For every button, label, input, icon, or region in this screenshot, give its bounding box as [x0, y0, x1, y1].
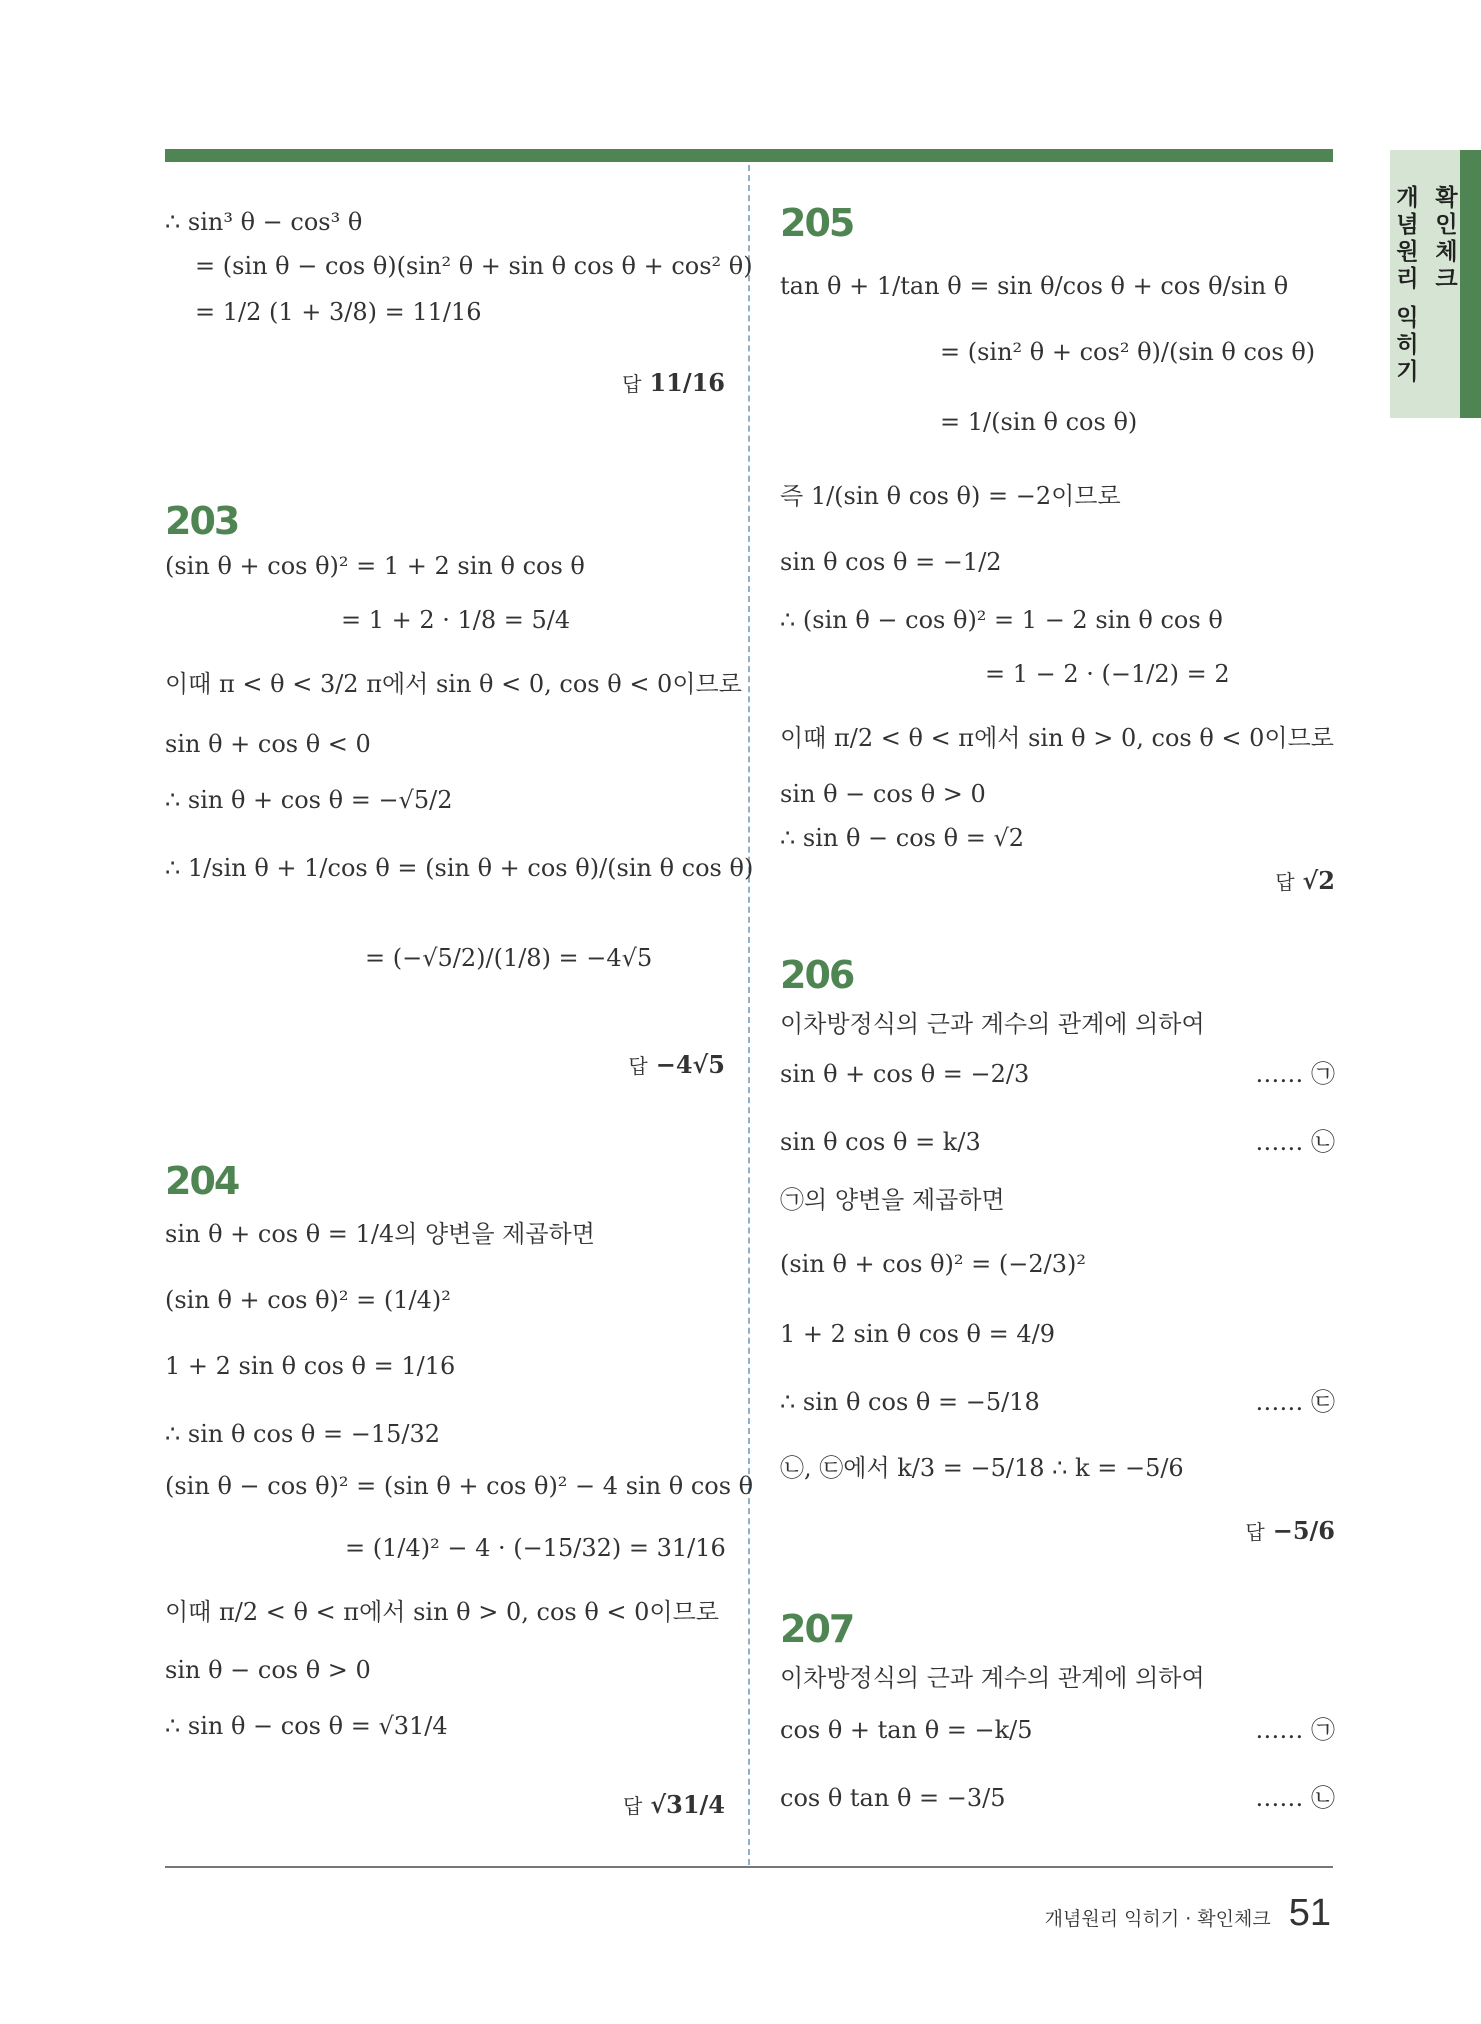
eq-line: cos θ + tan θ = −k/5 [780, 1716, 1033, 1744]
answer-value: 11/16 [649, 368, 725, 397]
answer-value: −5/6 [1272, 1516, 1335, 1545]
eq-line: = 1 − 2 · (−1/2) = 2 [985, 660, 1230, 688]
eq-line: 이때 π < θ < 3/2 π에서 sin θ < 0, cos θ < 0이므로 [165, 670, 742, 698]
side-tab [1390, 150, 1481, 418]
answer [628, 1050, 725, 1079]
eq-line: (sin θ + cos θ)² = (1/4)² [165, 1286, 451, 1314]
problem-number: 206 [780, 953, 854, 997]
eq-line: 이차방정식의 근과 계수의 관계에 의하여 [780, 1664, 1205, 1692]
eq-line: 즉 1/(sin θ cos θ) = −2이므로 [780, 482, 1121, 510]
eq-line: ∴ sin³ θ − cos³ θ [165, 208, 363, 236]
eq-line: ∴ sin θ − cos θ = √2 [780, 824, 1025, 852]
eq-line: ㉠의 양변을 제곱하면 [780, 1186, 1005, 1214]
eq-line: (sin θ − cos θ)² = (sin θ + cos θ)² − 4 sin θ cos θ [165, 1472, 754, 1500]
equation-marker: …… ㉢ [1255, 1388, 1335, 1416]
equation-marker: …… ㉠ [1255, 1716, 1335, 1744]
side-tab-label-2: 확인체크 [1431, 185, 1457, 293]
answer [1245, 1516, 1335, 1545]
eq-line: tan θ + 1/tan θ = sin θ/cos θ + cos θ/sin θ [780, 272, 1289, 300]
right-column [780, 190, 1335, 1840]
answer-value: −4√5 [655, 1050, 725, 1079]
eq-line: ∴ (sin θ − cos θ)² = 1 − 2 sin θ cos θ [780, 606, 1223, 634]
top-rule [165, 149, 1333, 162]
eq-line: sin θ + cos θ = 1/4의 양변을 제곱하면 [165, 1220, 595, 1248]
eq-line: 이때 π/2 < θ < π에서 sin θ > 0, cos θ < 0이므로 [165, 1598, 719, 1626]
footer-section: 개념원리 익히기 · 확인체크 [1044, 1908, 1271, 1930]
eq-line: ∴ sin θ cos θ = −15/32 [165, 1420, 440, 1448]
eq-line: sin θ cos θ = −1/2 [780, 548, 1002, 576]
answer [1275, 866, 1335, 895]
eq-line: ∴ sin θ + cos θ = −√5/2 [165, 786, 453, 814]
eq-line: (sin θ + cos θ)² = (−2/3)² [780, 1250, 1086, 1278]
eq-line: sin θ − cos θ > 0 [780, 780, 986, 808]
equation-marker: …… ㉡ [1255, 1128, 1335, 1156]
eq-line: sin θ + cos θ < 0 [165, 730, 371, 758]
answer-label: 답 [622, 372, 642, 396]
problem-number: 204 [165, 1159, 239, 1203]
eq-line: sin θ + cos θ = −2/3 [780, 1060, 1030, 1088]
answer [622, 368, 725, 397]
page-footer [1045, 1892, 1331, 1935]
answer-label: 답 [623, 1794, 643, 1818]
eq-line: 이차방정식의 근과 계수의 관계에 의하여 [780, 1010, 1205, 1038]
answer-label: 답 [1245, 1520, 1265, 1544]
problem-number: 203 [165, 499, 239, 543]
problem-number: 207 [780, 1607, 854, 1651]
problem-number: 205 [780, 201, 854, 245]
answer-value: √31/4 [650, 1790, 725, 1819]
eq-line: sin θ − cos θ > 0 [165, 1656, 371, 1684]
answer [623, 1790, 725, 1819]
eq-line: cos θ tan θ = −3/5 [780, 1784, 1006, 1812]
eq-line: 이때 π/2 < θ < π에서 sin θ > 0, cos θ < 0이므로 [780, 724, 1334, 752]
eq-line: = (sin² θ + cos² θ)/(sin θ cos θ) [940, 338, 1316, 366]
eq-line: = 1/(sin θ cos θ) [940, 408, 1138, 436]
eq-line: ㉡, ㉢에서 k/3 = −5/18 ∴ k = −5/6 [780, 1454, 1184, 1482]
eq-line: ∴ sin θ − cos θ = √31/4 [165, 1712, 448, 1740]
eq-line: = 1/2 (1 + 3/8) = 11/16 [195, 298, 482, 326]
eq-line: ∴ sin θ cos θ = −5/18 [780, 1388, 1040, 1416]
page-number: 51 [1288, 1892, 1331, 1934]
equation-marker: …… ㉡ [1255, 1784, 1335, 1812]
equation-marker: …… ㉠ [1255, 1060, 1335, 1088]
bottom-rule [165, 1866, 1333, 1868]
eq-line: = 1 + 2 · 1/8 = 5/4 [341, 606, 571, 634]
eq-line: = (sin θ − cos θ)(sin² θ + sin θ cos θ + cos² θ) [195, 252, 753, 280]
eq-line: ∴ 1/sin θ + 1/cos θ = (sin θ + cos θ)/(sin θ cos θ) [165, 854, 754, 882]
eq-line: = (−√5/2)/(1/8) = −4√5 [365, 944, 653, 972]
eq-line: 1 + 2 sin θ cos θ = 1/16 [165, 1352, 456, 1380]
eq-line: sin θ cos θ = k/3 [780, 1128, 981, 1156]
left-column [165, 190, 754, 1840]
eq-line: = (1/4)² − 4 · (−15/32) = 31/16 [345, 1534, 726, 1562]
eq-line: 1 + 2 sin θ cos θ = 4/9 [780, 1320, 1055, 1348]
answer-value: √2 [1302, 866, 1335, 895]
side-tab-label-1: 개념원리 익히기 [1392, 185, 1418, 387]
answer-label: 답 [628, 1054, 648, 1078]
eq-line: (sin θ + cos θ)² = 1 + 2 sin θ cos θ [165, 552, 585, 580]
column-divider [748, 165, 750, 1865]
answer-label: 답 [1275, 870, 1295, 894]
